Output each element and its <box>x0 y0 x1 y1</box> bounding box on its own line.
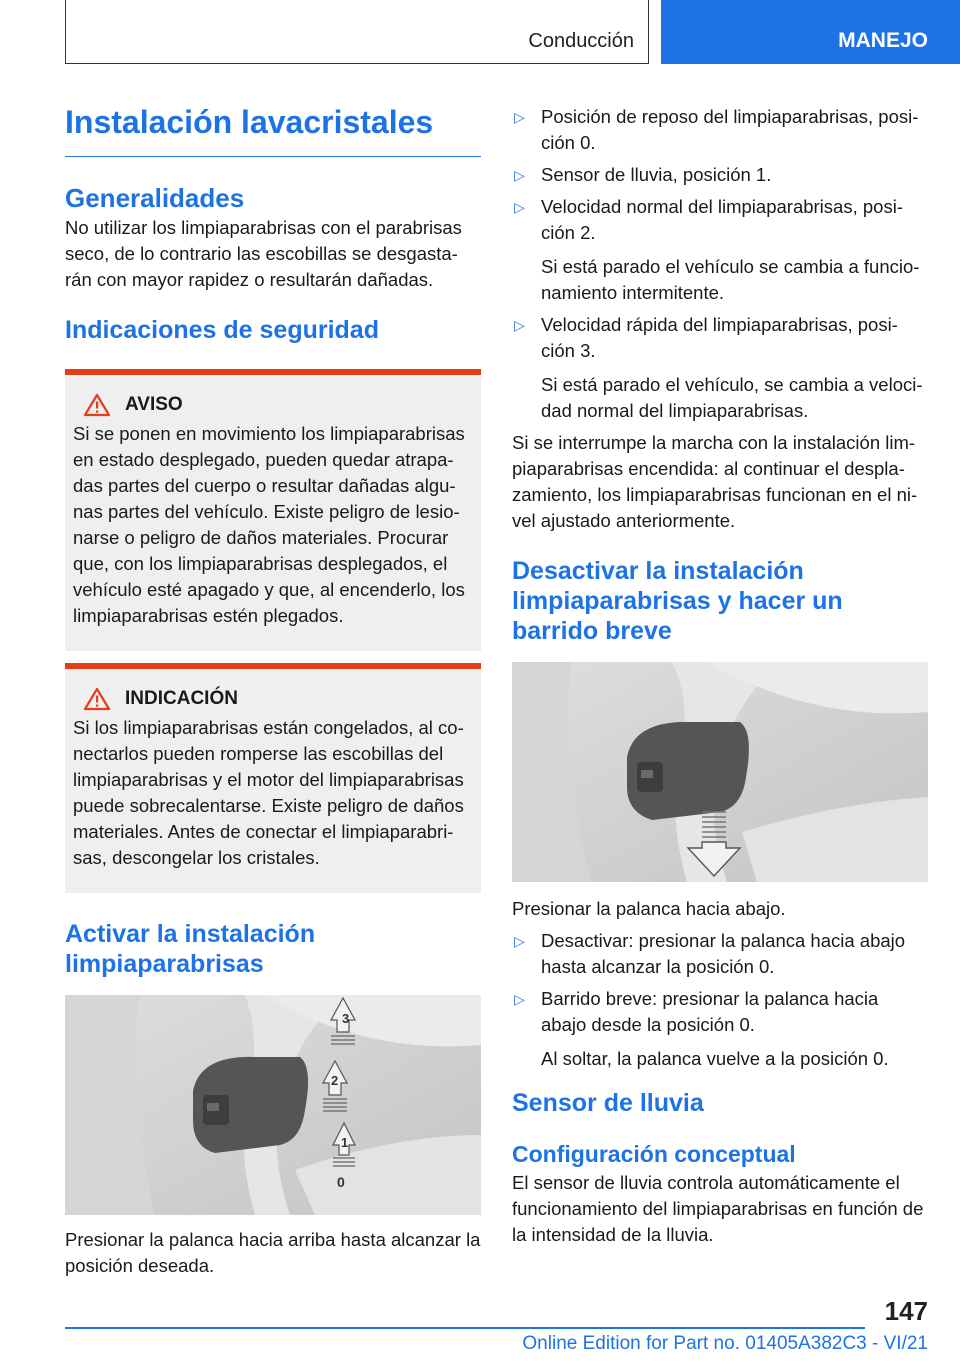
config-text: El sensor de lluvia controla automáticamente el funcionamiento del limpiaparabrisas en función de la intensidad de la lluvia. <box>512 1172 924 1245</box>
indicacion-title-row <box>73 687 473 711</box>
indicacion-title: INDICACIÓN <box>125 688 238 709</box>
header-chapter-tab <box>661 0 960 64</box>
footer-divider <box>65 1327 865 1329</box>
wiper-lever-down-illustration <box>512 662 928 882</box>
triangle-bullet-icon: ▷ <box>514 933 525 949</box>
page-number: 147 <box>884 1296 928 1326</box>
list-item-note: Al soltar, la palanca vuelve a la posición 0. <box>541 1048 889 1069</box>
warning-triangle-icon <box>83 393 111 417</box>
list-item: ▷ Velocidad rápida del limpiaparabrisas, posi-ción 3. Si está parado el vehículo, se cambia a veloci-dad normal del limpiaparabrisas. <box>512 312 928 424</box>
list-item: ▷ Barrido breve: presionar la palanca hacia abajo desde la posición 0. Al soltar, la palanca vuelve a la posición 0. <box>512 986 928 1072</box>
desactivar-heading: Desactivar la instalación limpiaparabrisas y hacer un barrido breve <box>512 557 843 645</box>
list-item: ▷ Posición de reposo del limpiaparabrisas, posi-ción 0. <box>514 106 919 153</box>
generalidades-text: No utilizar los limpiaparabrisas con el parabrisas seco, de lo contrario las escobillas se desgasta-rán con mayor rapidez o resultarán dañadas. <box>65 217 462 290</box>
triangle-bullet-icon: ▷ <box>514 199 525 215</box>
position-label-0: 0 <box>337 1174 345 1190</box>
list-item-note: Si está parado el vehículo se cambia a funcio-namiento intermitente. <box>541 256 920 303</box>
page-title: Instalación lavacristales <box>65 100 481 157</box>
sensor-heading: Sensor de lluvia <box>512 1089 704 1117</box>
position-label-1: 1 <box>341 1135 349 1150</box>
triangle-bullet-icon: ▷ <box>514 317 525 333</box>
header-section-title: Conducción <box>528 30 634 52</box>
generalidades-heading: Generalidades <box>65 183 245 213</box>
activar-heading: Activar la instalación limpiaparabrisas <box>65 920 316 978</box>
aviso-text: Si se ponen en movimiento los limpiaparabrisas en estado desplegado, pueden quedar atrapa-das partes del cuerpo o resultar dañadas algu-nas partes del vehículo. Existe peligro de lesio-narse o peligro de daños materiales. Procurar que, con los limpiaparabrisas desplegados, el vehículo esté apagado y que, al encenderlo, los limpiaparabrisas estén plegados. <box>73 423 465 626</box>
seguridad-heading: Indicaciones de seguridad <box>65 316 379 344</box>
config-heading: Configuración conceptual <box>512 1141 796 1167</box>
wiper-lever-up-illustration <box>65 995 481 1215</box>
list-item: ▷ Desactivar: presionar la palanca hacia abajo hasta alcanzar la posición 0. <box>514 930 906 977</box>
activar-text: Presionar la palanca hacia arriba hasta alcanzar la posición deseada. <box>65 1229 481 1276</box>
footer-edition: Online Edition for Part no. 01405A382C3 - VI/21 <box>522 1333 928 1354</box>
list-item-note: Si está parado el vehículo, se cambia a veloci-dad normal del limpiaparabrisas. <box>541 374 923 421</box>
position-label-2: 2 <box>331 1073 339 1088</box>
wiper-lever-down-image <box>512 662 928 882</box>
header-chapter-label: MANEJO <box>838 29 928 52</box>
press-down-text: Presionar la palanca hacia abajo. <box>512 898 786 919</box>
wiper-lever-up-image <box>65 995 481 1215</box>
list-item: ▷ Velocidad normal del limpiaparabrisas, posi-ción 2. Si está parado el vehículo se cambia a funcio-namiento intermitente. <box>512 194 928 306</box>
header-left-frame <box>65 0 649 64</box>
desactivar-list <box>512 928 928 1072</box>
indicacion-box <box>65 663 481 893</box>
triangle-bullet-icon: ▷ <box>514 991 525 1007</box>
triangle-bullet-icon: ▷ <box>514 167 525 183</box>
list-item: ▷ Sensor de lluvia, posición 1. <box>512 162 928 188</box>
left-column <box>65 100 481 1279</box>
triangle-bullet-icon: ▷ <box>514 109 525 125</box>
indicacion-text: Si los limpiaparabrisas están congelados, al co-nectarlos pueden romperse las escobillas del limpiaparabrisas y el motor del limpiaparabrisas puede sobrecalentarse. Existe peligro de daños materiales. Antes de conectar el limpiaparabri-sas, descongelar los cristales. <box>73 717 464 868</box>
warning-triangle-icon <box>83 687 111 711</box>
aviso-title-row <box>73 393 473 417</box>
aviso-title: AVISO <box>125 394 183 415</box>
right-column <box>512 104 928 1248</box>
aviso-box <box>65 369 481 651</box>
position-label-3: 3 <box>342 1011 350 1026</box>
interrupt-text: Si se interrumpe la marcha con la instalación lim-piaparabrisas encendida: al continuar el despla-zamiento, los limpiaparabrisas funcionan en el ni-vel ajustado anteriormente. <box>512 432 918 531</box>
positions-list <box>512 104 928 424</box>
